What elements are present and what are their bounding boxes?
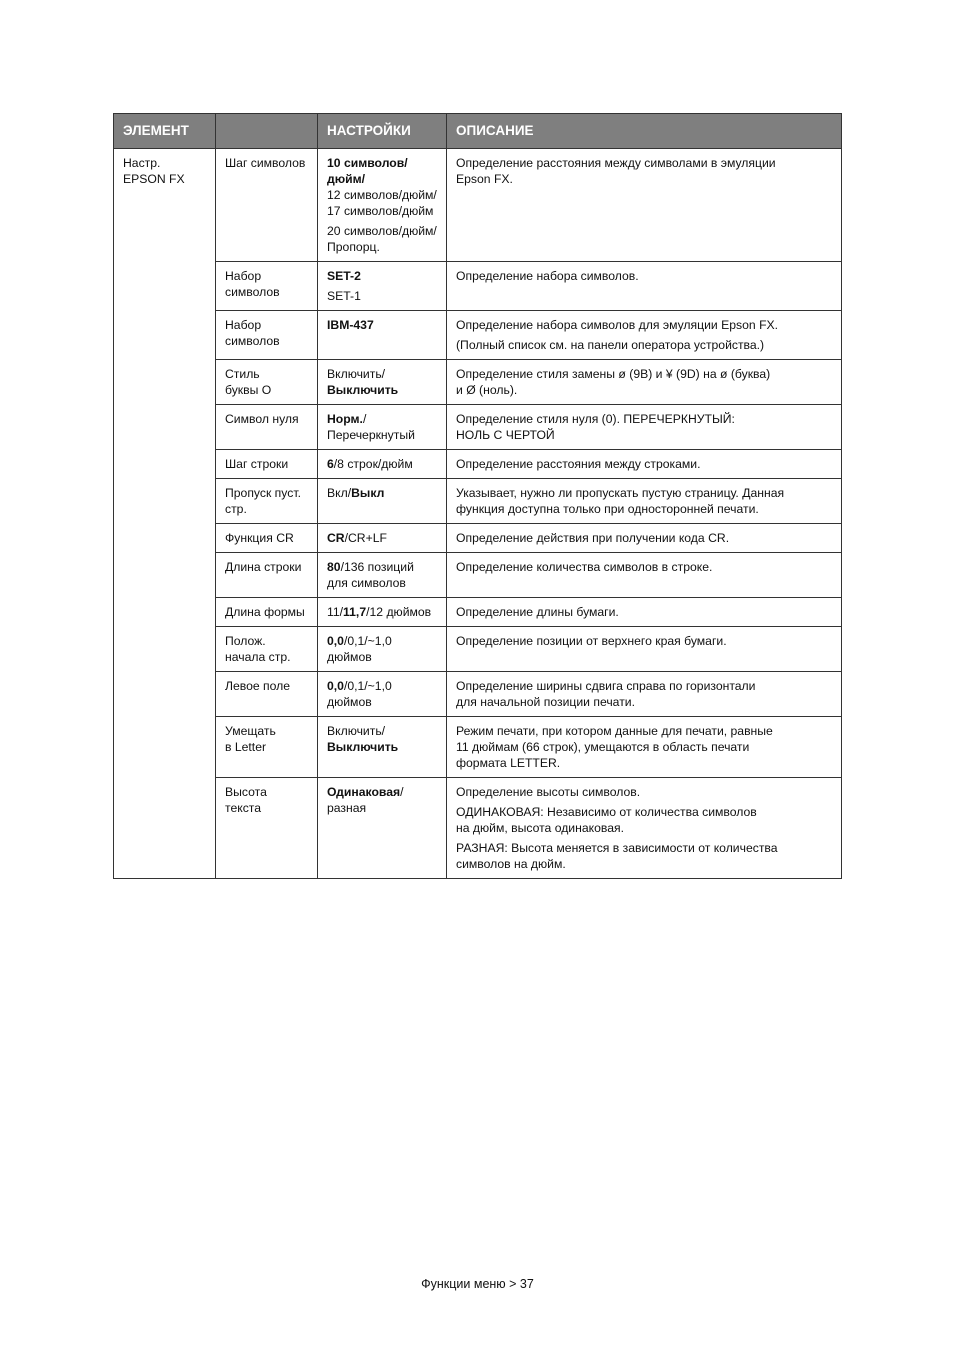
description-cell [447,311,842,360]
page-footer: Функции меню > 37 [421,1277,534,1291]
item-name: Шаг символов [225,156,306,170]
description-paragraph: ОДИНАКОВАЯ: Независимо от количества символов на дюйм, высота одинаковая. [456,805,757,835]
settings-paragraph [327,288,437,304]
table-row [114,524,842,553]
settings-paragraph [327,530,437,546]
description-cell [447,149,842,262]
item-cell [216,672,318,717]
settings-cell [318,717,447,778]
setting-value: Вкл/ [327,486,352,500]
settings-paragraph [327,633,437,665]
settings-paragraph [327,784,437,816]
description-paragraph: Определение позиции от верхнего края бумаги. [456,634,727,648]
item-name: Пропуск пуст. стр. [225,486,301,516]
item-name: Длина формы [225,605,305,619]
table-row [114,479,842,524]
item-cell [216,717,318,778]
settings-paragraph [327,678,437,710]
description-cell [447,524,842,553]
default-setting-value: 11,7 [343,605,367,619]
item-name: Функция CR [225,531,294,545]
item-name: Левое поле [225,679,291,693]
item-name: Стиль буквы О [225,367,272,397]
header-description: ОПИСАНИЕ [447,114,842,149]
setting-value: 20 символов/дюйм/ Пропорц. [327,224,437,254]
settings-paragraph [327,485,437,501]
default-setting-value: Выключить [327,740,399,754]
default-setting-value: 80 [327,560,341,574]
settings-cell [318,262,447,311]
item-cell [216,262,318,311]
item-cell [216,524,318,553]
setting-value: /0,1/~1,0 дюймов [327,679,392,709]
default-setting-value: Выкл [351,486,385,500]
item-name: Высота текста [225,785,267,815]
item-cell [216,360,318,405]
description-cell [447,553,842,598]
item-cell [216,311,318,360]
table-row [114,717,842,778]
description-cell [447,778,842,879]
description-paragraph: Определение стиля нуля (0). ПЕРЕЧЕРКНУТЫЙ: НОЛЬ С ЧЕРТОЙ [456,412,735,442]
table-header-row [114,114,842,149]
description-cell [447,262,842,311]
description-paragraph: Определение ширины сдвига справа по горизонтали для начальной позиции печати. [456,679,756,709]
default-setting-value: Выключить [327,383,399,397]
table-row [114,627,842,672]
description-paragraph: Определение расстояния между строками. [456,457,701,471]
header-element: ЭЛЕМЕНТ [114,114,216,149]
table-row [114,262,842,311]
description-cell [447,598,842,627]
description-cell [447,627,842,672]
setting-value: /CR+LF [344,531,387,545]
setting-value: SET-1 [327,289,361,303]
settings-cell [318,627,447,672]
settings-paragraph [327,223,437,255]
item-cell [216,553,318,598]
setting-value: / Перечеркнутый [327,412,415,442]
item-name: Символ нуля [225,412,299,426]
table-row [114,450,842,479]
settings-cell [318,405,447,450]
table-row [114,598,842,627]
description-cell [447,672,842,717]
settings-cell [318,778,447,879]
default-setting-value: 6 [327,457,334,471]
table-row [114,778,842,879]
description-paragraph: Определение количества символов в строке. [456,560,713,574]
default-setting-value: 0,0 [327,679,344,693]
setting-value: /0,1/~1,0 дюймов [327,634,392,664]
description-paragraph: Определение стиля замены ø (9B) и ¥ (9D) на ø (буква) и Ø (ноль). [456,367,771,397]
description-paragraph: Определение набора символов. [456,269,639,283]
setting-value: /136 позиций для символов [327,560,414,590]
settings-paragraph [327,366,437,398]
settings-cell [318,450,447,479]
description-paragraph: Определение длины бумаги. [456,605,619,619]
group-label-text: Настр. EPSON FX [123,156,185,186]
setting-value: /8 строк/дюйм [333,457,413,471]
description-paragraph: (Полный список см. на панели оператора устройства.) [456,338,765,352]
settings-cell [318,672,447,717]
settings-cell [318,311,447,360]
description-paragraph: Режим печати, при котором данные для печати, равные 11 дюймам (66 строк), умещаются в область печати формата LETTER. [456,724,773,770]
item-cell [216,778,318,879]
default-setting-value: SET-2 [327,269,361,283]
item-cell [216,627,318,672]
setting-value: /12 дюймов [366,605,432,619]
item-name: Полож. начала стр. [225,634,291,664]
item-name: Набор символов [225,269,280,299]
setting-value: Включить/ [327,724,386,738]
header-item [216,114,318,149]
settings-cell [318,524,447,553]
settings-paragraph [327,604,437,620]
item-cell [216,149,318,262]
settings-paragraph [327,411,437,443]
item-name: Умещать в Letter [225,724,276,754]
item-cell [216,479,318,524]
setting-value: 12 символов/дюйм/ 17 символов/дюйм [327,188,437,218]
default-setting-value: IBM-437 [327,318,374,332]
description-cell [447,360,842,405]
default-setting-value: 10 символов/ дюйм/ [327,156,408,186]
description-cell [447,717,842,778]
default-setting-value: 0,0 [327,634,344,648]
default-setting-value: Одинаковая [327,785,401,799]
settings-cell [318,360,447,405]
table-row [114,360,842,405]
group-label [114,149,216,879]
settings-cell [318,149,447,262]
header-settings: НАСТРОЙКИ [318,114,447,149]
table-row [114,311,842,360]
setting-value: / разная [327,785,404,815]
item-cell [216,405,318,450]
description-paragraph: Указывает, нужно ли пропускать пустую страницу. Данная функция доступна только при односторонней печати. [456,486,785,516]
setting-value: Включить/ [327,367,386,381]
settings-paragraph [327,317,437,333]
menu-settings-table [113,113,842,879]
description-paragraph: Определение набора символов для эмуляции Epson FX. [456,318,779,332]
settings-paragraph [327,559,437,591]
item-name: Шаг строки [225,457,289,471]
settings-cell [318,479,447,524]
item-name: Набор символов [225,318,280,348]
table-row [114,672,842,717]
description-paragraph: Определение действия при получении кода CR. [456,531,730,545]
description-cell [447,405,842,450]
description-paragraph: Определение высоты символов. [456,785,641,799]
default-setting-value: Норм. [327,412,363,426]
item-name: Длина строки [225,560,302,574]
settings-paragraph [327,723,437,755]
settings-paragraph [327,155,437,219]
description-paragraph: РАЗНАЯ: Высота меняется в зависимости от количества символов на дюйм. [456,841,778,871]
setting-value: 11/ [327,605,344,619]
item-cell [216,450,318,479]
settings-cell [318,553,447,598]
description-paragraph: Определение расстояния между символами в эмуляции Epson FX. [456,156,776,186]
table-row [114,553,842,598]
description-cell [447,450,842,479]
table-row [114,149,842,262]
item-cell [216,598,318,627]
default-setting-value: CR [327,531,345,545]
table-row [114,405,842,450]
description-cell [447,479,842,524]
settings-paragraph [327,268,437,284]
settings-cell [318,598,447,627]
settings-paragraph [327,456,437,472]
